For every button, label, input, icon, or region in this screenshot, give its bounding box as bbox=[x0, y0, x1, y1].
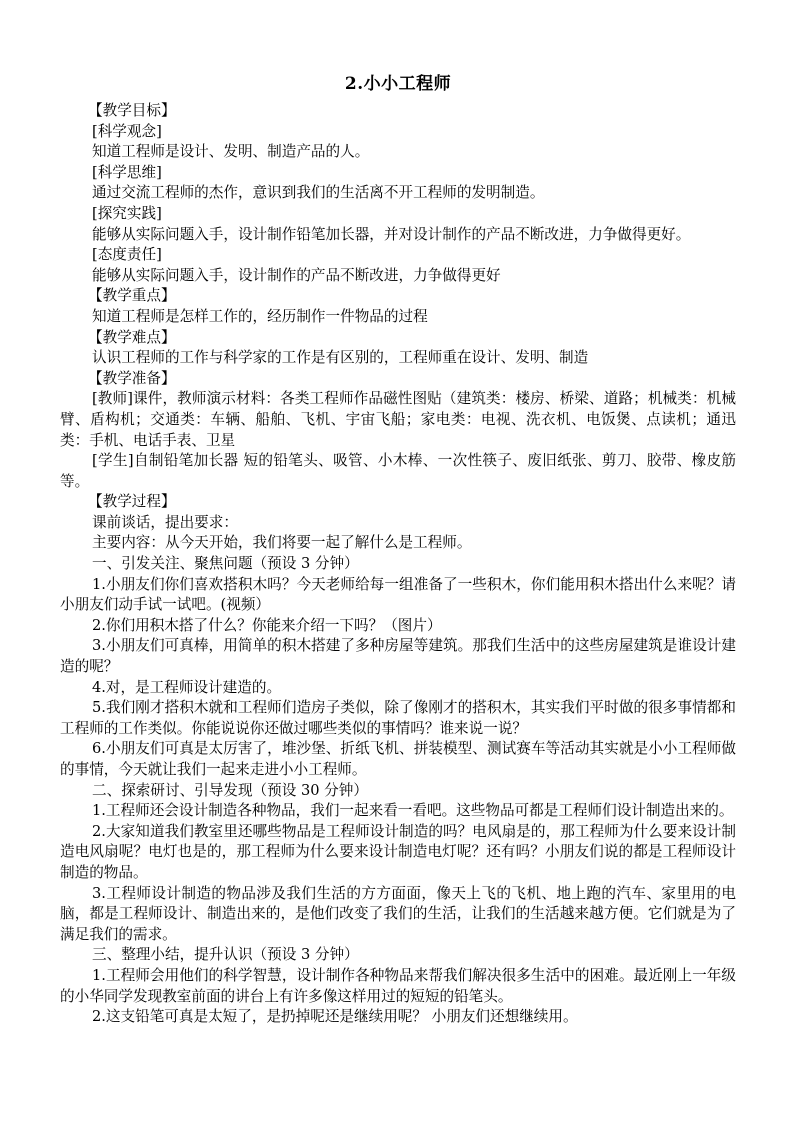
inquiry-heading: [探究实践] bbox=[92, 204, 162, 222]
part-two-item-2: 2.大家知道我们教室里还哪些物品是工程师设计制造的吗？电风扇是的，那工程师为什么要来设计制造电风扇呢？电灯也是的，那工程师为什么要来设计制造电灯呢？还有吗？小朋友们说的都是工程师设计制造的物品。 bbox=[60, 822, 736, 881]
difficult-points-heading: 【教学难点】 bbox=[88, 328, 176, 346]
part-one-heading: 一、引发关注、聚焦问题（预设 3 分钟） bbox=[92, 555, 359, 573]
attitude-text: 能够从实际问题入手，设计制作的产品不断改进，力争做得更好 bbox=[92, 266, 501, 284]
document-page bbox=[60, 72, 736, 1028]
page-title: 2.小小工程师 bbox=[344, 74, 452, 94]
part-one-item-2: 2.你们用积木搭了什么？你能来介绍一下吗？（图片） bbox=[92, 616, 442, 634]
preparation-student: [学生]自制铅笔加长器 短的铅笔头、吸管、小木棒、一次性筷子、废旧纸张、剪刀、胶带、橡皮筋等。 bbox=[60, 452, 736, 490]
preparation-teacher: [教师]课件，教师演示材料：各类工程师作品磁性图贴（建筑类：楼房、桥梁、道路；机械类：机械臂、盾构机；交通类：车辆、船舶、飞机、宇宙飞船；家电类：电视、洗衣机、电饭煲、点读机；通迅类：手机、电话手表、卫星 bbox=[60, 390, 736, 449]
preparation-heading: 【教学准备】 bbox=[88, 369, 176, 387]
part-three-heading: 三、整理小结，提升认识（预设 3 分钟） bbox=[92, 946, 359, 964]
part-one-item-6: 6.小朋友们可真是太厉害了，堆沙堡、折纸飞机、拼装模型、测试赛车等活动其实就是小小工程师做的事情，今天就让我们一起来走进小小工程师。 bbox=[60, 740, 736, 778]
part-one-item-5: 5.我们刚才搭积木就和工程师们造房子类似，除了像刚才的搭积木，其实我们平时做的很多事情都和工程师的工作类似。你能说说你还做过哪些类似的事情吗？谁来说一说？ bbox=[60, 699, 736, 737]
part-three-item-1: 1.工程师会用他们的科学智慧，设计制作各种物品来帮我们解决很多生活中的困难。最近刚上一年级的小华同学发现教室前面的讲台上有许多像这样用过的短短的铅笔头。 bbox=[60, 966, 736, 1005]
sci-concept-heading: [科学观念] bbox=[92, 122, 162, 140]
process-heading: 【教学过程】 bbox=[88, 493, 176, 511]
part-two-item-3: 3.工程师设计制造的物品涉及我们生活的方方面面，像天上飞的飞机、地上跑的汽车、家里用的电脑，都是工程师设计、制造出来的，是他们改变了我们的生活，让我们的生活越来越方便。它们就是为了满足我们的需求。 bbox=[60, 884, 736, 943]
part-one-item-1: 1.小朋友们你们喜欢搭积木吗？今天老师给每一组准备了一些积木，你们能用积木搭出什么来呢？请小朋友们动手试一试吧。(视频） bbox=[60, 575, 736, 614]
attitude-heading: [态度责任] bbox=[92, 246, 162, 264]
part-one-item-4: 4.对，是工程师设计建造的。 bbox=[92, 678, 282, 696]
part-one-item-3: 3.小朋友们可真棒，用简单的积木搭建了多种房屋等建筑。那我们生活中的这些房屋建筑是谁设计建造的呢？ bbox=[60, 637, 736, 676]
pre-class-talk: 课前谈话，提出要求： bbox=[92, 513, 238, 531]
part-two-item-1: 1.工程师还会设计制造各种物品，我们一起来看一看吧。这些物品可都是工程师们设计制造出来的。 bbox=[92, 802, 734, 820]
main-content: 主要内容：从今天开始，我们将要一起了解什么是工程师。 bbox=[92, 534, 472, 552]
sci-thinking-heading: [科学思维] bbox=[92, 163, 162, 181]
sci-concept-text: 知道工程师是设计、发明、制造产品的人。 bbox=[92, 143, 370, 161]
difficult-points-text: 认识工程师的工作与科学家的工作是有区别的，工程师重在设计、发明、制造 bbox=[92, 349, 589, 367]
inquiry-text: 能够从实际问题入手，设计制作铅笔加长器，并对设计制作的产品不断改进，力争做得更好。 bbox=[92, 225, 691, 243]
goals-heading: 【教学目标】 bbox=[88, 102, 176, 119]
part-two-heading: 二、探索研讨、引导发现（预设 30 分钟） bbox=[92, 781, 368, 799]
key-points-text: 知道工程师是怎样工作的，经历制作一件物品的过程 bbox=[92, 307, 428, 325]
part-three-item-2: 2.这支铅笔可真是太短了，是扔掉呢还是继续用呢？ 小朋友们还想继续用。 bbox=[92, 1008, 578, 1026]
sci-thinking-text: 通过交流工程师的杰作，意识到我们的生活离不开工程师的发明制造。 bbox=[92, 184, 545, 202]
key-points-heading: 【教学重点】 bbox=[88, 287, 176, 305]
